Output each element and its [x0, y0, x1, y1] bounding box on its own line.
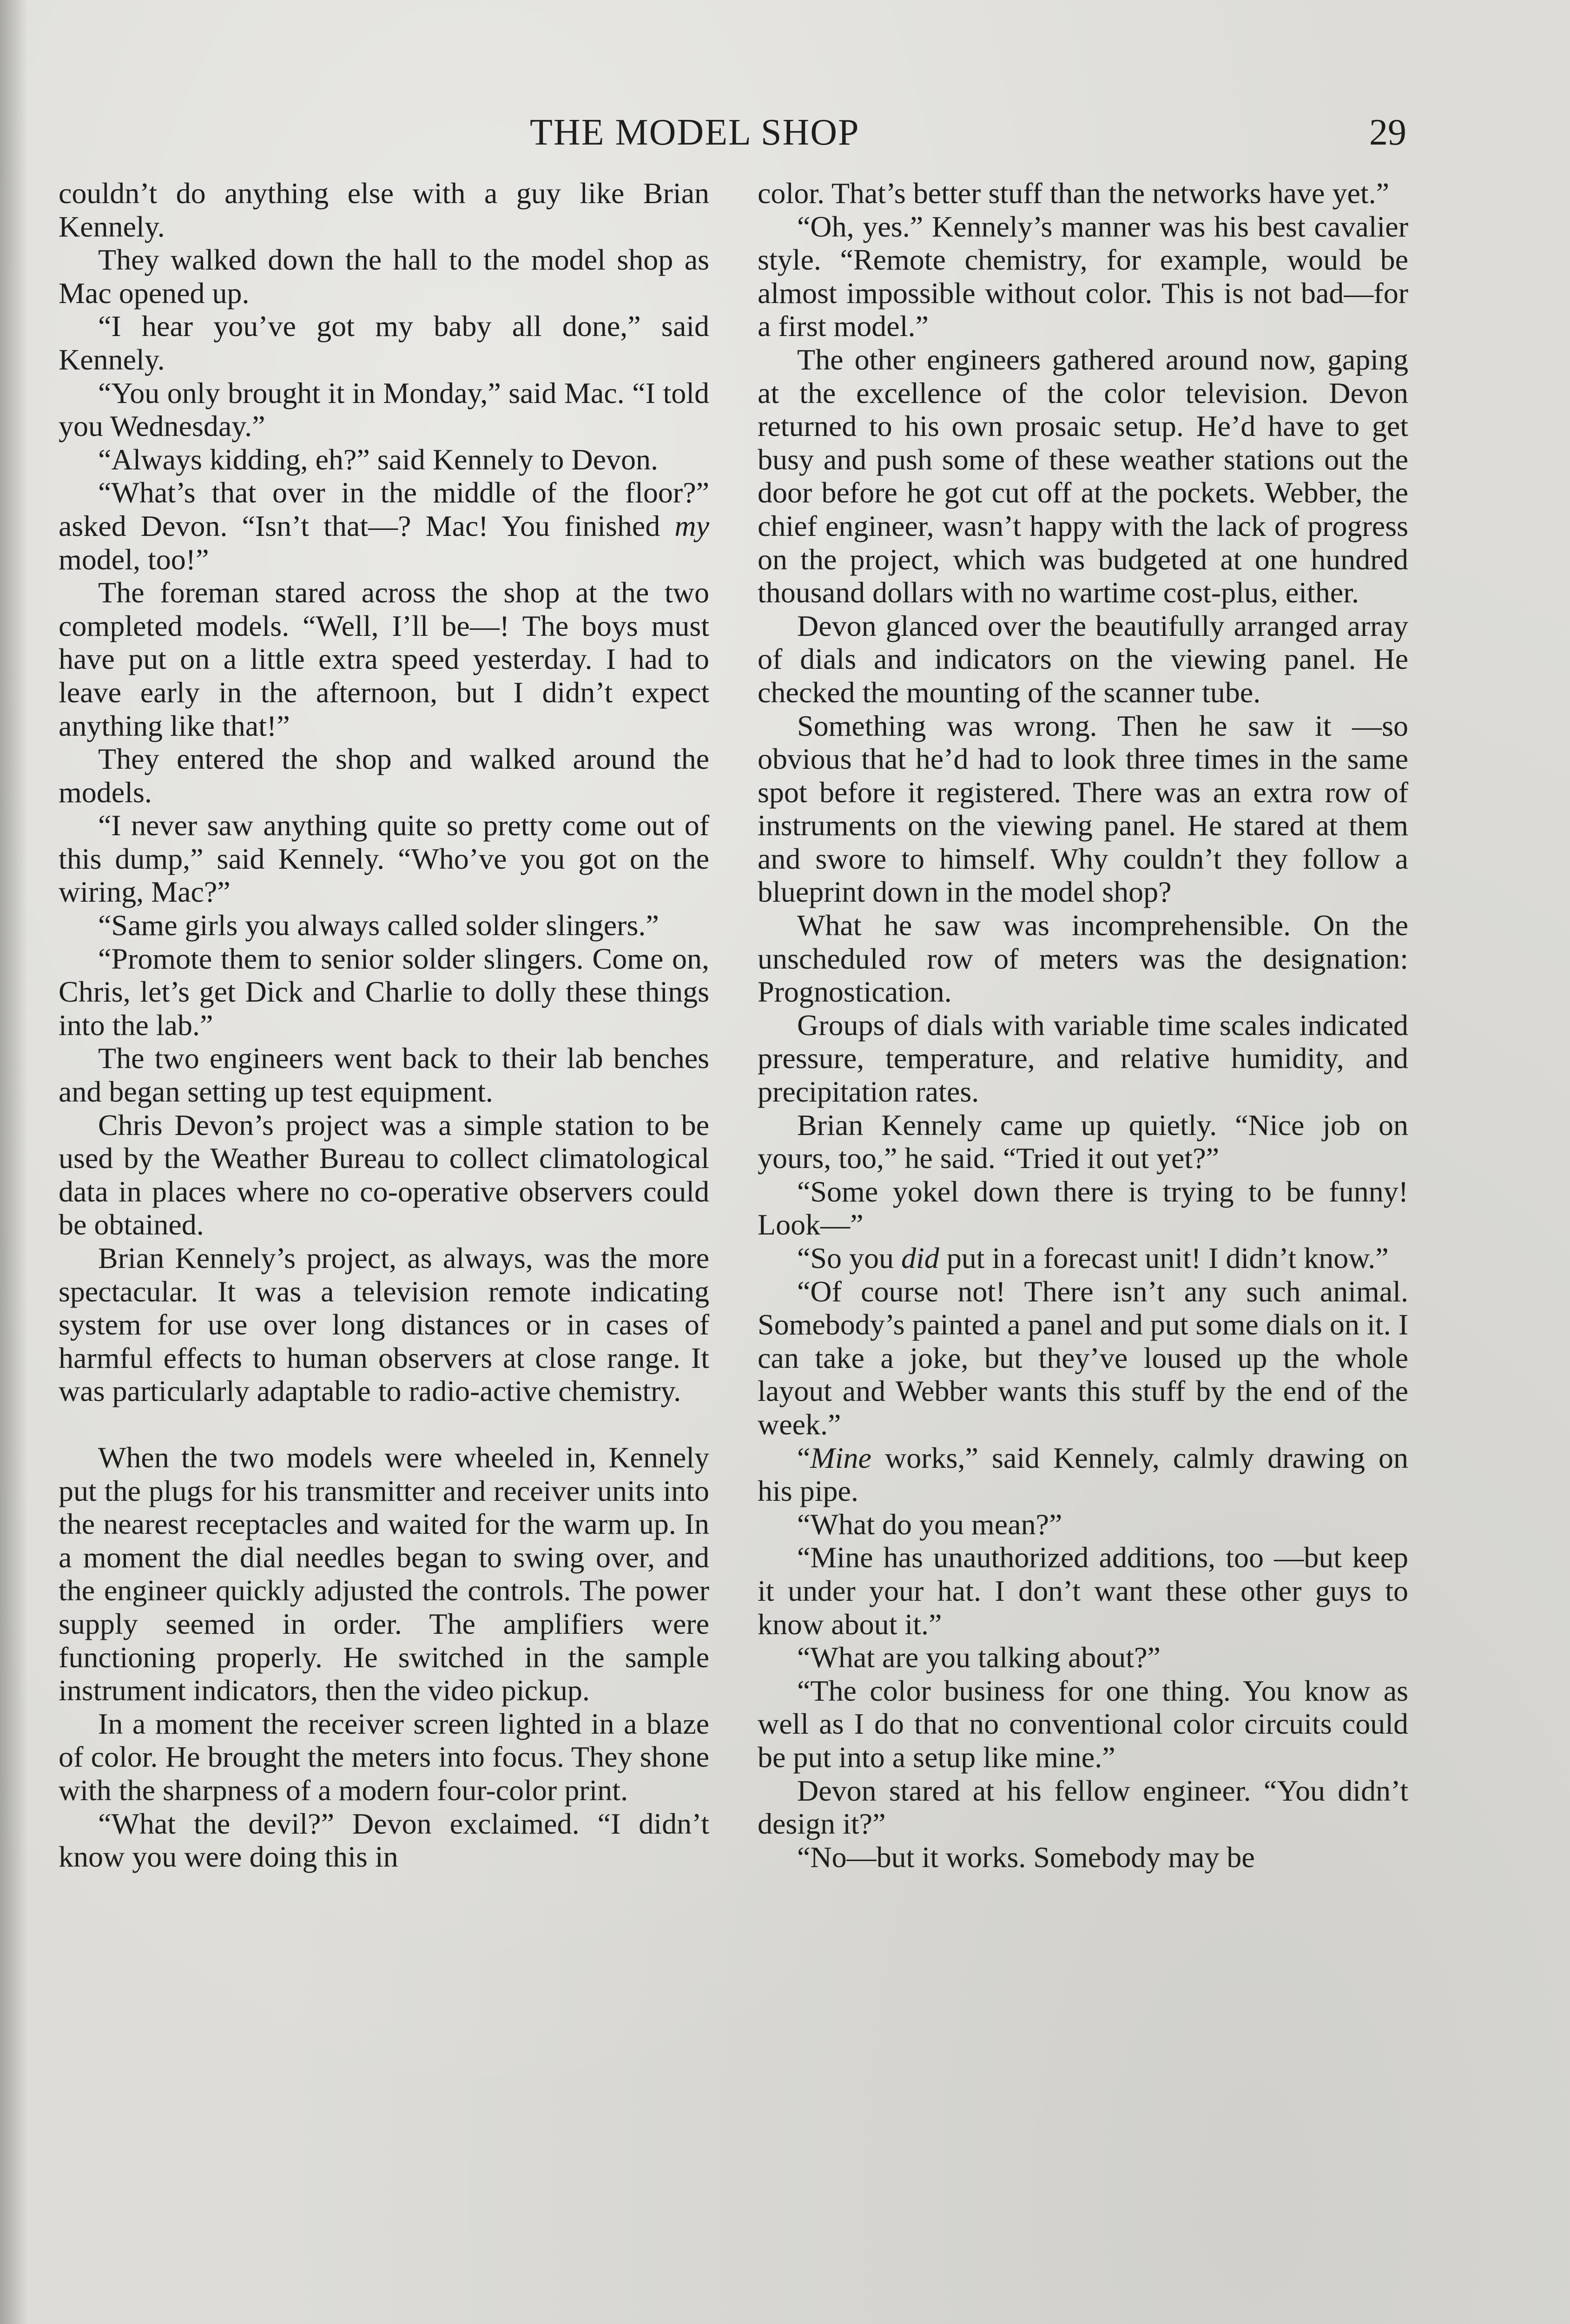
paragraph: “No—but it works. Somebody may be — [797, 1840, 1255, 1874]
paragraph: “What are you talking about?” — [797, 1641, 1161, 1674]
paragraph — [59, 476, 709, 576]
emphasis-text: did — [901, 1241, 939, 1274]
paragraph: “Same girls you always called solder slingers.” — [98, 909, 659, 942]
paragraph: “I never saw anything quite so pretty come out of this dump,” said Kennely. “Who’ve you got on the wiring, Mac?” — [59, 809, 709, 909]
running-title: THE MODEL SHOP — [530, 112, 860, 153]
paragraph: Chris Devon’s project was a simple station to be used by the Weather Bureau to collect climatological data in places where no co-operative observers could be obtained. — [59, 1108, 709, 1241]
paragraph: “Some yokel down there is trying to be funny! Look—” — [758, 1175, 1408, 1241]
running-header — [0, 107, 1570, 158]
paragraph: “Of course not! There isn’t any such animal. Somebody’s painted a panel and put some dials on it. I can take a joke, but they’ve loused up the whole layout and Webber wants this stuff by the end of the week.” — [758, 1274, 1408, 1441]
paragraph: The other engineers gathered around now, gaping at the excellence of the color television. Devon returned to his own prosaic setup. He’d have to get busy and push some of these weather stations out the door before he got cut off at the pockets. Webber, the chief engineer, wasn’t happy with the lack of progress on the project, which was budgeted at one hundred thousand dollars with no wartime cost-plus, either. — [758, 343, 1408, 609]
paragraph: “The color business for one thing. You know as well as I do that no conventional color circuits could be put into a setup like mine.” — [758, 1674, 1408, 1774]
paragraph: When the two models were wheeled in, Kennely put the plugs for his transmitter and receiver units into the nearest receptacles and waited for the warm up. In a moment the dial needles began to swing over, and the engineer quickly adjusted the controls. The power supply seemed in order. The amplifiers were functioning properly. He switched in the sample instrument indicators, then the video pickup. — [59, 1440, 709, 1707]
paragraph: Brian Kennely’s project, as always, was the more spectacular. It was a television remote indicating system for use over long distances or in cases of harmful effects to human observers at close range. It was particularly adaptable to radio-active chemistry. — [59, 1241, 709, 1408]
paragraph: couldn’t do anything else with a guy like Brian Kennely. — [59, 177, 709, 243]
paragraph: Brian Kennely came up quietly. “Nice job on yours, too,” he said. “Tried it out yet?” — [758, 1108, 1408, 1175]
emphasis-text: my — [674, 509, 709, 542]
page-number: 29 — [1369, 112, 1406, 153]
paragraph: “I hear you’ve got my baby all done,” said Kennely. — [59, 310, 709, 376]
paragraph: Groups of dials with variable time scales indicated pressure, temperature, and relative humidity, and precipitation rates. — [758, 1008, 1408, 1109]
left-column — [59, 177, 709, 1874]
paragraph: What he saw was incomprehensible. On the unscheduled row of meters was the designation: Prognostication. — [758, 909, 1408, 1009]
paragraph: Something was wrong. Then he saw it —so obvious that he’d had to look three times in the same spot before it registered. There was an extra row of instruments on the viewing panel. He stared at them and swore to himself. Why couldn’t they follow a blueprint down in the model shop? — [758, 709, 1408, 909]
paragraph-text: put in a forecast unit! I didn’t know.” — [939, 1241, 1389, 1274]
paragraph-text: “So you — [797, 1241, 901, 1274]
paragraph: “You only brought it in Monday,” said Mac. “I told you Wednesday.” — [59, 376, 709, 443]
paragraph: They walked down the hall to the model shop as Mac opened up. — [59, 243, 709, 310]
paragraph: “What the devil?” Devon exclaimed. “I didn’t know you were doing this in — [59, 1807, 709, 1874]
paragraph: “Mine has unauthorized additions, too —but keep it under your hat. I don’t want these other guys to know about it.” — [758, 1541, 1408, 1641]
emphasis-text: Mine — [810, 1441, 871, 1474]
right-column — [758, 177, 1408, 1874]
paragraph: “Oh, yes.” Kennely’s manner was his best cavalier style. “Remote chemistry, for example, would be almost impossible without color. This is not bad—for a first model.” — [758, 210, 1408, 343]
paragraph: The foreman stared across the shop at the two completed models. “Well, I’ll be—! The boys must have put on a little extra speed yesterday. I had to leave early in the afternoon, but I didn’t expect anything like that!” — [59, 576, 709, 742]
paragraph: “Promote them to senior solder slingers. Come on, Chris, let’s get Dick and Charlie to dolly these things into the lab.” — [59, 942, 709, 1042]
paragraph: In a moment the receiver screen lighted in a blaze of color. He brought the meters into focus. They shone with the sharpness of a modern four-color print. — [59, 1707, 709, 1807]
paragraph: “Always kidding, eh?” said Kennely to Devon. — [98, 442, 659, 476]
page-spine-shadow — [0, 0, 28, 2324]
paragraph-text: model, too!” — [59, 542, 209, 576]
paragraph: They entered the shop and walked around the models. — [59, 742, 709, 809]
paragraph-text: works,” said Kennely, calmly drawing on his pipe. — [758, 1441, 1408, 1508]
paragraph: Devon stared at his fellow engineer. “You didn’t design it?” — [758, 1774, 1408, 1841]
paragraph: color. That’s better stuff than the networks have yet.” — [758, 177, 1390, 210]
paragraph: Devon glanced over the beautifully arranged array of dials and indicators on the viewing panel. He checked the mounting of the scanner tube. — [758, 609, 1408, 709]
paragraph: The two engineers went back to their lab benches and began setting up test equipment. — [59, 1042, 709, 1109]
paragraph — [758, 1241, 1408, 1275]
paragraph — [758, 1441, 1408, 1508]
paragraph-text: “What’s that over in the middle of the floor?” asked Devon. “Isn’t that—? Mac! You finished — [59, 476, 709, 542]
paragraph: “What do you mean?” — [797, 1507, 1062, 1541]
paragraph-text: “ — [797, 1441, 811, 1474]
